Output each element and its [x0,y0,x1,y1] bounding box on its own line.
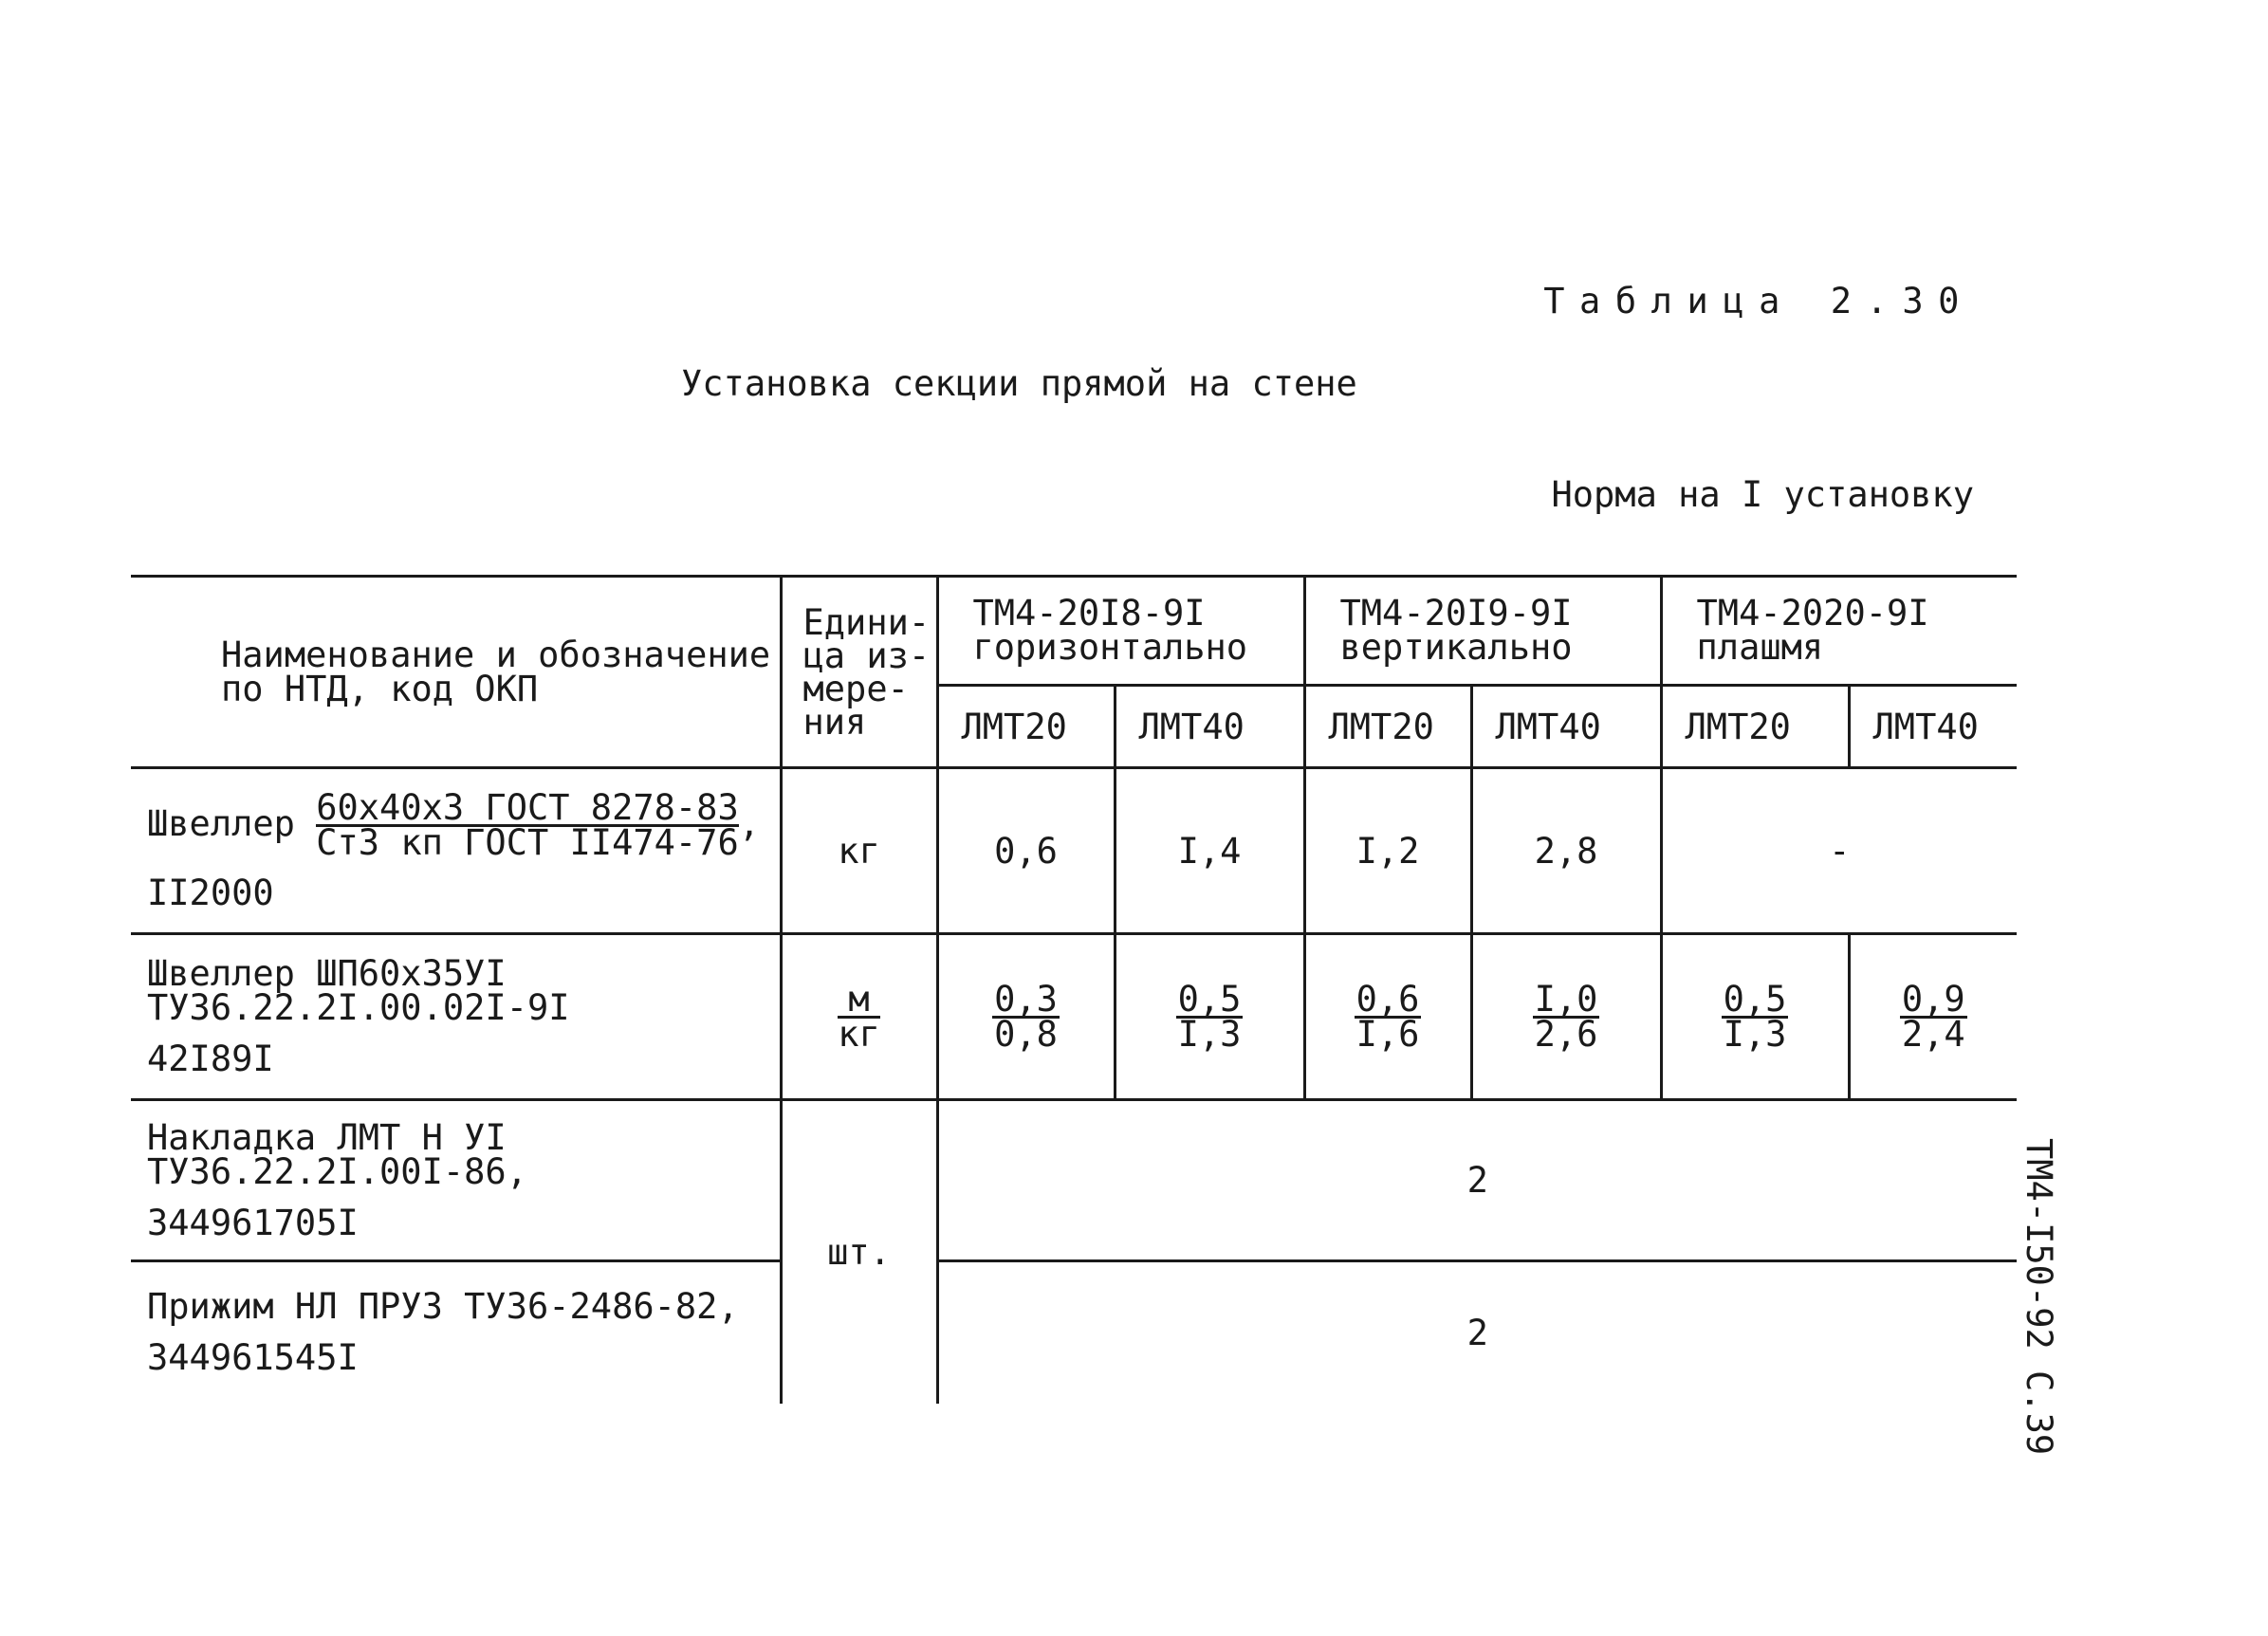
row-name: Швеллер ШП60х35УI ТУ36.22.2I.00.02I-9I 42I89I [131,934,781,1100]
norms-table [131,575,2017,1404]
value-cell-spanned: 2 [937,1100,2017,1261]
value-cell: I,4 [1115,768,1304,934]
row-unit: кг [781,768,937,934]
value-cell: $\frac{0,5}{I,3}$ [1115,934,1304,1100]
subheader-cell: ЛМТ20 [937,686,1115,768]
table-row [131,934,2017,1100]
value-cell: $\frac{0,6}{I,6}$ [1304,934,1471,1100]
subheader-cell: ЛМТ40 [1471,686,1661,768]
value-cell: $\frac{I,0}{2,6}$ [1471,934,1661,1100]
value-cell: I,2 [1304,768,1471,934]
row-name: Прижим НЛ ПРУЗ ТУ36-2486-82, 344961545I [147,1286,739,1379]
header-name-column: Наименование и обозначение по НТД, код ОКП [131,577,781,768]
table-title: Установка секции прямой на стене [681,363,1357,404]
subheader-cell: ЛМТ20 [1304,686,1471,768]
value-cell: 2,8 [1471,768,1661,934]
header-unit-column: Едини-ца из-мере-ния [781,577,937,768]
row-name: Швеллер 60х40х3 ГОСТ 8278-83 Ст3 кп ГОСТ II474-76 , II2000 [131,768,781,934]
subheader-cell: ЛМТ40 [1115,686,1304,768]
norm-note: Норма на I установку [1551,474,1974,515]
document-code-margin: ТМ4-I50-92 С.39 [2019,1138,2059,1456]
value-cell: $\frac{0,9}{2,4}$ [1849,934,2017,1100]
header-group-2: ТМ4-20I9-9I вертикально [1304,577,1661,686]
subheader-cell: ЛМТ20 [1661,686,1849,768]
row-unit: $\frac{м}{кг}$ [781,934,937,1100]
table-row [131,1100,2017,1261]
value-cell: $\frac{0,3}{0,8}$ [937,934,1115,1100]
table-row [131,768,2017,934]
row-name: Накладка ЛМТ Н УI ТУ36.22.2I.00I-86, 344961705I [131,1100,781,1261]
value-cell: 0,6 [937,768,1115,934]
table-row [131,1261,2017,1404]
value-cell-empty: - [1661,768,2017,934]
header-group-3: ТМ4-2020-9I плашмя [1661,577,2017,686]
value-cell: $\frac{0,5}{I,3}$ [1661,934,1849,1100]
subheader-cell: ЛМТ40 [1849,686,2017,768]
header-group-1: ТМ4-20I8-9I горизонтально [937,577,1304,686]
value-cell-spanned: 2 [937,1261,2017,1404]
table-number: Таблица 2.30 [1543,281,1974,322]
shared-unit: шт. [781,1100,937,1404]
